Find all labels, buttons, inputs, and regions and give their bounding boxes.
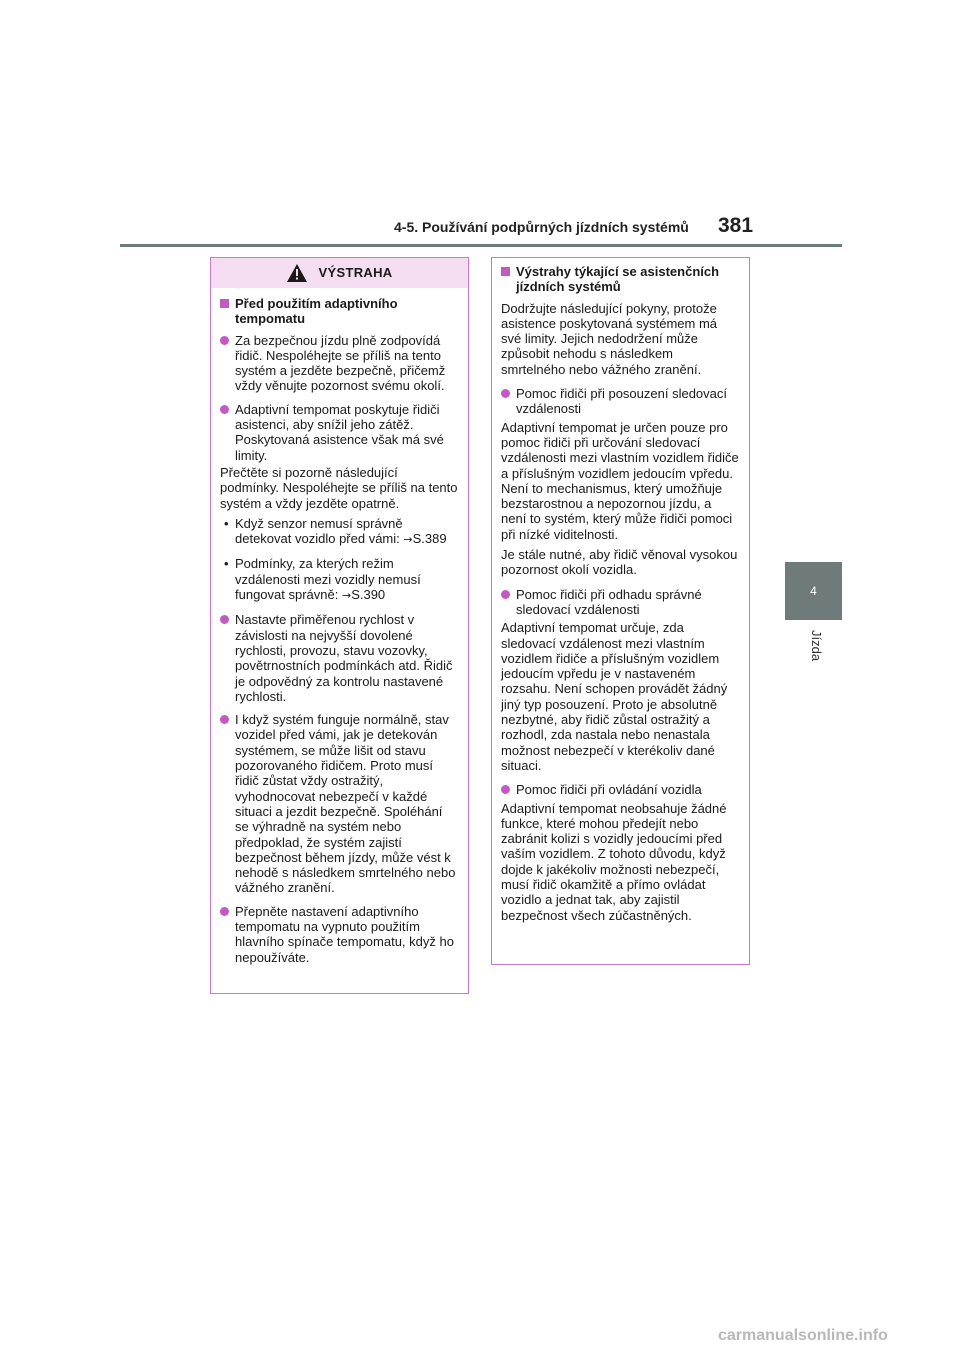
list-item bbox=[220, 402, 459, 463]
round-bullet-icon bbox=[220, 405, 229, 414]
page-number: 381 bbox=[718, 214, 754, 237]
header-rule bbox=[120, 244, 842, 247]
square-bullet-icon bbox=[220, 299, 229, 308]
list-item-text: Za bezpečnou jízdu plně zodpovídá řidič. Nespoléhejte se příliš na tento systém a jezděte bezpečně, přičemž vždy věnujte pozornost svému okolí. bbox=[235, 332, 446, 394]
round-bullet-icon bbox=[501, 590, 510, 599]
page-reference-link[interactable]: S.390 bbox=[351, 587, 386, 603]
page-reference-link[interactable]: S.389 bbox=[412, 531, 447, 547]
section-heading-text: Výstrahy týkající se asistenčních jízdních systémů bbox=[516, 264, 720, 295]
list-item-text: Pomoc řidiči při ovládání vozidla bbox=[516, 782, 702, 798]
chapter-tab-number: 4 bbox=[810, 584, 817, 598]
list-item-text: Adaptivní tempomat poskytuje řidiči asistenci, aby snížil jeho zátěž. Poskytovaná asistence však má své limity. bbox=[235, 401, 444, 463]
sub-bullet-mark: • bbox=[224, 556, 229, 572]
chapter-tab[interactable] bbox=[785, 562, 842, 620]
chapter-title: 4-5. Používání podpůrných jízdních systémů bbox=[394, 219, 689, 235]
round-bullet-icon bbox=[220, 615, 229, 624]
list-item-text: Pomoc řidiči při posouzení sledovací vzdálenosti bbox=[516, 386, 727, 417]
list-item-text: Přepněte nastavení adaptivního tempomatu na vypnuto použitím hlavního spínače tempomatu, když ho nepoužíváte. bbox=[235, 903, 454, 965]
sub-bullet-mark: • bbox=[224, 515, 229, 531]
paragraph: Dodržujte následující pokyny, protože asistence poskytovaná systémem má své limity. Jejich nedodržení může způsobit nehodu s následkem smrtelného nebo vážného zranění. bbox=[501, 300, 718, 377]
list-item bbox=[501, 386, 740, 417]
round-bullet-icon bbox=[220, 336, 229, 345]
round-bullet-icon bbox=[501, 389, 510, 398]
round-bullet-icon bbox=[501, 785, 510, 794]
paragraph: Adaptivní tempomat je určen pouze pro pomoc řidiči při určování sledovací vzdálenosti mezi vlastním vozidlem řidiče a příslušným vozidlem jedoucím vpředu. Není to mechanismus, který umožňuje bezstarostnou a nepozornou jízdu, a není to systém, který může řidiči pomoci při nízké viditelnosti. bbox=[501, 419, 739, 542]
sub-list-item-text: Podmínky, za kterých režim vzdálenosti mezi vozidly nemusí fungovat správně: bbox=[235, 556, 421, 603]
warning-box-left bbox=[210, 257, 469, 994]
paragraph: Přečtěte si pozorně následující podmínky. Nespoléhejte se příliš na tento systém a vždy jezděte opatrně. bbox=[220, 464, 458, 511]
list-item bbox=[220, 612, 459, 704]
warning-triangle-icon bbox=[287, 264, 307, 282]
list-item bbox=[220, 904, 459, 965]
square-bullet-icon bbox=[501, 267, 510, 276]
list-item-text: I když systém funguje normálně, stav vozidel před vámi, jak je detekován systémem, se může lišit od stavu pozorovaného řidičem. Proto musí řidič zůstat vždy ostražitý, vyhodnocovat nebezpečí v každé situaci a jezdit bezpečně. Spoléhání se výhradně na systém nebo předpoklad, že systém zajistí bezpečnost během jízdy, může vést k nehodě s následkem smrtelného nebo vážného zranění. bbox=[235, 712, 456, 896]
list-item bbox=[501, 782, 740, 797]
arrow-right-icon: → bbox=[341, 589, 352, 603]
list-item-text: Nastavte přiměřenou rychlost v závislosti na nejvyšší dovolené rychlosti, provozu, stavu vozovky, povětrnostních podmínkách atd. Řidič je odpovědný za kontrolu nastavené rychlosti. bbox=[235, 612, 453, 704]
list-item-text: Pomoc řidiči při odhadu správné sledovací vzdálenosti bbox=[516, 586, 702, 617]
chapter-tab-label: Jízda bbox=[809, 630, 824, 662]
section-heading bbox=[501, 264, 740, 295]
arrow-right-icon: → bbox=[403, 533, 413, 547]
warning-header bbox=[211, 258, 468, 288]
watermark: carmanualsonline.info bbox=[718, 1327, 888, 1344]
list-item bbox=[220, 333, 459, 394]
paragraph: Adaptivní tempomat určuje, zda sledovací vzdálenost mezi vlastním vozidlem řidiče a příslušným vozidlem jedoucím vpředu je v nastaveném rozsahu. Není schopen provádět žádný jiný typ posouzení. Proto je absolutně nezbytné, aby řidič zůstal ostražitý a rozhodl, zda nastala nebo nenastala možnost nebezpečí v kterékoliv dané situaci. bbox=[501, 620, 728, 773]
sub-list-item bbox=[220, 516, 459, 548]
paragraph: Je stále nutné, aby řidič věnoval vysokou pozornost okolí vozidla. bbox=[501, 547, 738, 578]
sub-list-item bbox=[220, 556, 459, 603]
warning-label: VÝSTRAHA bbox=[318, 265, 393, 281]
section-heading bbox=[220, 296, 459, 327]
sub-list-item-text: Když senzor nemusí správně detekovat vozidlo před vámi: bbox=[235, 515, 404, 547]
round-bullet-icon bbox=[220, 715, 229, 724]
round-bullet-icon bbox=[220, 907, 229, 916]
list-item bbox=[501, 587, 740, 618]
section-heading-text: Před použitím adaptivního tempomatu bbox=[235, 296, 398, 327]
caution-box-right bbox=[491, 257, 750, 965]
list-item bbox=[220, 712, 459, 896]
paragraph: Adaptivní tempomat neobsahuje žádné funkce, které mohou předejít nebo zabránit kolizi s vozidly jedoucími před vaším vozidlem. Z tohoto důvodu, když dojde k jakékoliv možnosti nebezpečí, musí řidič okamžitě a přímo ovládat vozidlo a jednat tak, aby zajistil bezpečnost všech zúčastněných. bbox=[501, 800, 727, 923]
